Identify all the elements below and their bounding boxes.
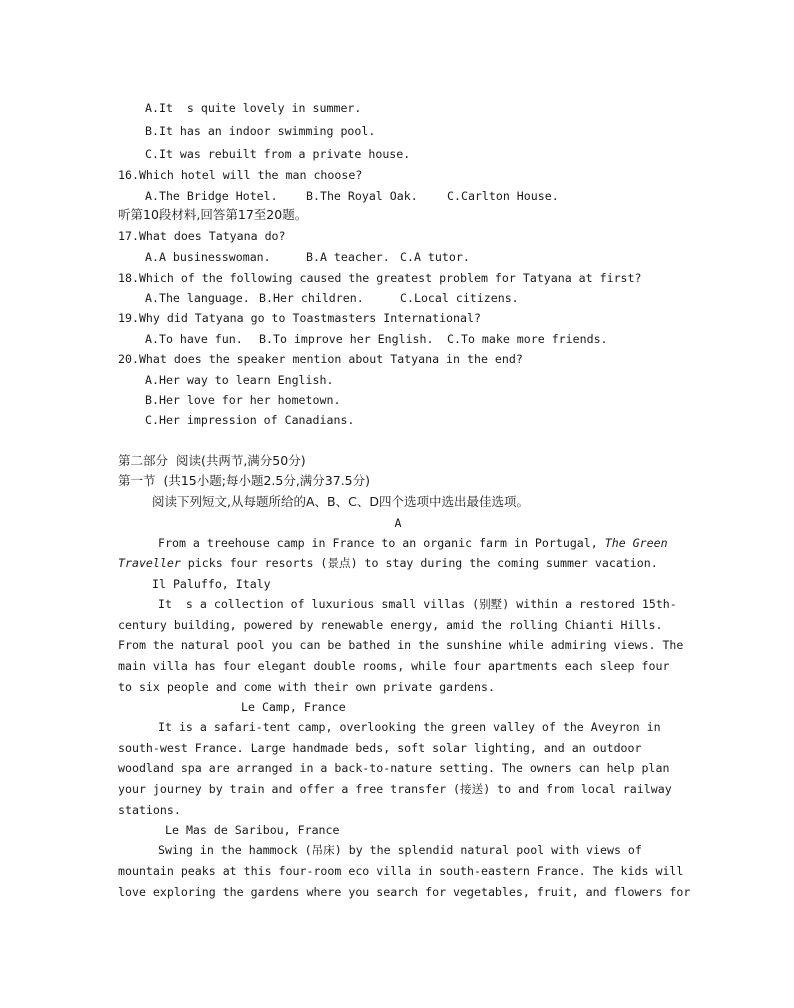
paluffo-line-3: From the natural pool you can be bathed in the sunshine while admiring views. The bbox=[118, 638, 684, 652]
paluffo-line-5: to six people and come with their own private gardens. bbox=[118, 680, 495, 694]
q16-option-c: C.Carlton House. bbox=[447, 189, 559, 203]
le-camp-line-4: your journey by train and offer a free transfer (接送) to and from local railway bbox=[118, 782, 672, 796]
resort-heading-saribou: Le Mas de Saribou, France bbox=[165, 823, 340, 837]
resort-heading-paluffo: Il Paluffo, Italy bbox=[152, 577, 271, 591]
passage-intro-line-2: Traveller picks four resorts (景点) to stay during the coming summer vacation. bbox=[118, 556, 658, 570]
q18-option-b: B.Her children. bbox=[259, 291, 364, 305]
saribou-line-2: mountain peaks at this four-room eco villa in south-eastern France. The kids will bbox=[118, 864, 684, 878]
q20-option-c: C.Her impression of Canadians. bbox=[145, 413, 355, 427]
q18-stem: 18.Which of the following caused the greatest problem for Tatyana at first? bbox=[118, 271, 642, 285]
section10-instruction: 听第10段材料,回答第17至20题。 bbox=[118, 207, 308, 222]
q15-option-a: A.It s quite lovely in summer. bbox=[145, 101, 362, 115]
q17-option-b: B.A teacher. bbox=[306, 250, 390, 264]
le-camp-line-2: south-west France. Large handmade beds, soft solar lighting, and an outdoor bbox=[118, 741, 642, 755]
resort-heading-le-camp: Le Camp, France bbox=[241, 700, 346, 714]
q17-option-c: C.A tutor. bbox=[400, 250, 470, 264]
q18-option-c: C.Local citizens. bbox=[400, 291, 519, 305]
q17-stem: 17.What does Tatyana do? bbox=[118, 229, 286, 243]
q16-stem: 16.Which hotel will the man choose? bbox=[118, 168, 363, 182]
q19-option-a: A.To have fun. bbox=[145, 332, 243, 346]
le-camp-line-3: woodland spa are arranged in a back-to-nature setting. The owners can help plan bbox=[118, 761, 670, 775]
passage-label: A bbox=[394, 516, 402, 530]
saribou-line-1: Swing in the hammock (吊床) by the splendid natural pool with views of bbox=[158, 843, 642, 857]
q20-option-b: B.Her love for her hometown. bbox=[145, 393, 341, 407]
le-camp-line-5: stations. bbox=[118, 803, 181, 817]
le-camp-line-1: It is a safari-tent camp, overlooking the green valley of the Aveyron in bbox=[158, 720, 661, 734]
q20-stem: 20.What does the speaker mention about Tatyana in the end? bbox=[118, 352, 523, 366]
q17-option-a: A.A businesswoman. bbox=[145, 250, 271, 264]
paluffo-line-4: main villa has four elegant double rooms, while four apartments each sleep four bbox=[118, 659, 670, 673]
q20-option-a: A.Her way to learn English. bbox=[145, 373, 334, 387]
q16-option-a: A.The Bridge Hotel. bbox=[145, 189, 278, 203]
part2-title: 第二部分 阅读(共两节,满分50分) bbox=[118, 453, 306, 468]
paluffo-line-2: century building, powered by renewable energy, amid the rolling Chianti Hills. bbox=[118, 618, 663, 632]
q18-option-a: A.The language. bbox=[145, 291, 250, 305]
q16-option-b: B.The Royal Oak. bbox=[306, 189, 418, 203]
q15-option-c: C.It was rebuilt from a private house. bbox=[145, 147, 411, 161]
q19-stem: 19.Why did Tatyana go to Toastmasters International? bbox=[118, 311, 481, 325]
saribou-line-3: love exploring the gardens where you search for vegetables, fruit, and flowers for bbox=[118, 885, 691, 899]
passage-intro-line-1: From a treehouse camp in France to an organic farm in Portugal, The Green bbox=[158, 536, 668, 550]
q19-option-b: B.To improve her English. bbox=[259, 332, 434, 346]
paluffo-line-1: It s a collection of luxurious small villas (别墅) within a restored 15th- bbox=[158, 597, 677, 611]
part2-instruction: 阅读下列短文,从每题所给的A、B、C、D四个选项中选出最佳选项。 bbox=[152, 494, 529, 509]
part2-section1: 第一节 (共15小题;每小题2.5分,满分37.5分) bbox=[118, 473, 371, 488]
q15-option-b: B.It has an indoor swimming pool. bbox=[145, 124, 376, 138]
q19-option-c: C.To make more friends. bbox=[447, 332, 608, 346]
